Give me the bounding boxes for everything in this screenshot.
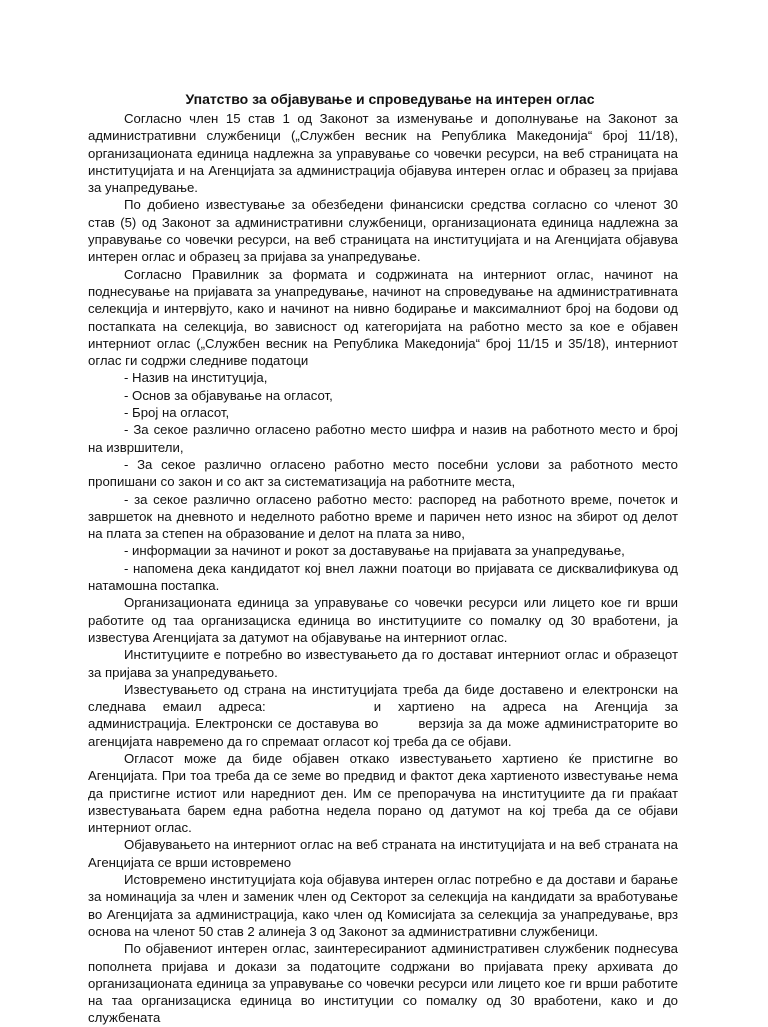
- list-item: - За секое различно огласено работно место посебни услови за работното место пропишани со закон и со акт за систематизација на работните места,: [88, 456, 678, 490]
- paragraph: По добиено известување за обезбедени финансиски средства согласно со членот 30 став (5) од Законот за административни службеници, организационата единица надлежна за управување со човечки ресурси, на веб страницата на институцијата и на Агенцијата објавува интерен оглас и образец за пријава за унапредување.: [88, 197, 678, 265]
- document-page: [88, 88, 678, 1027]
- email-paragraph: [88, 681, 678, 750]
- paragraph: Објавувањето на интерниот оглас на веб страната на институцијата и на веб страната на Агенцијата се врши истовремено: [88, 837, 678, 870]
- paragraph: Организационата единица за управување со човечки ресурси или лицето кое ги врши работите од таа организациска единица во институциите со помалку од 30 вработени, ја известува Агенцијата за датумот на објавување на интерниот оглас.: [88, 595, 678, 645]
- paragraph: Согласно Правилник за формата и содржината на интерниот оглас, начинот на поднесување на пријавата за унапредување, начинот на спроведување на административната селекција и интервјуто, како и начинот на нивно бодирање и максималниот број на бодови од постапката на селекција, во зависност од категоријата на работно место за кое е објавен интерниот оглас („Службен весник на Република Македонија“ број 11/15 и 35/18), интерниот оглас ги содржи следниве податоци: [88, 266, 678, 369]
- paragraph: Согласно член 15 став 1 од Законот за изменување и дополнување на Законот за административни службеници („Службен весник на Република Македонија“ број 11/18), организационата единица надлежна за управување со човечки ресурси, на веб страницата на институцијата и на Агенцијата за администрација објавува интерен оглас и образец за пријава за унапредување.: [88, 111, 678, 196]
- document-title: Упатство за објавување и спроведување на интерен оглас: [185, 91, 595, 107]
- paragraph: Истовремено институцијата која објавува интерен оглас потребно е да достави и барање за номинација за член и заменик член од Секторот за селекција на кандидати за вработување во Агенцијата за администрација, како член од Комисијата за селекција за унапредување, врз основа на членот 50 став 2 алинеја 3 од Законот за административни службеници.: [88, 872, 678, 939]
- email-paragraph-part3: верзија за да може администраторите во агенцијата навремено да го спремаат огласот кој треба да се објави.: [88, 716, 678, 749]
- list-item: - напомена дека кандидатот кој внел лажни поатоци во пријавата се дисквалификува од натамошна постапка.: [88, 560, 678, 594]
- list-item: - Основ за објавување на огласот,: [124, 387, 333, 403]
- paragraph: Огласот може да биде објавен откако известувањето хартиено ќе пристигне во Агенцијата. При тоа треба да се земе во предвид и фактот дека хартиеното известување нема да пристигне истиот или наредниот ден. Им се препорачува на институциите да ги праќаат известувањата барем една работна недела порано од датумот на кој треба да се објави интерниот оглас.: [88, 750, 678, 836]
- email-paragraph-part2: и хартиено на адреса на Агенција за администрација. Електронски се доставува во: [88, 699, 678, 732]
- paragraph: Институциите е потребно во известувањето да го достават интерниот оглас и образецот за пријава за унапредувањето.: [88, 647, 678, 680]
- list-item: - За секое различно огласено работно место шифра и назив на работното место и број на извршители,: [88, 422, 678, 455]
- list-item: - за секое различно огласено работно место: распоред на работното време, почеток и завршеток на дневното и неделното работно време и паричен нето износ на збирот од делот на плата за степен на образование и делот на плата за ниво,: [88, 491, 678, 542]
- paragraph: По објавениот интерен оглас, заинтересираниот административен службеник поднесува пополнета пријава и докази за податоците содржани во пријавата преку архивата до организационата единица за управување со човечки ресурси или лицето кое ги врши работите на таа организациска единица во институции со помалку од 30 вработени, како и до службената: [88, 941, 678, 1026]
- list-item: - Назив на институција,: [124, 370, 268, 386]
- email-paragraph-part1: Известувањето од страна на институцијата треба да биде доставено и електронски на следнава емаил адреса:: [88, 681, 678, 715]
- list-item: - информации за начинот и рокот за доставување на пријавата за унапредување,: [124, 543, 625, 559]
- list-item: - Број на огласот,: [124, 405, 230, 421]
